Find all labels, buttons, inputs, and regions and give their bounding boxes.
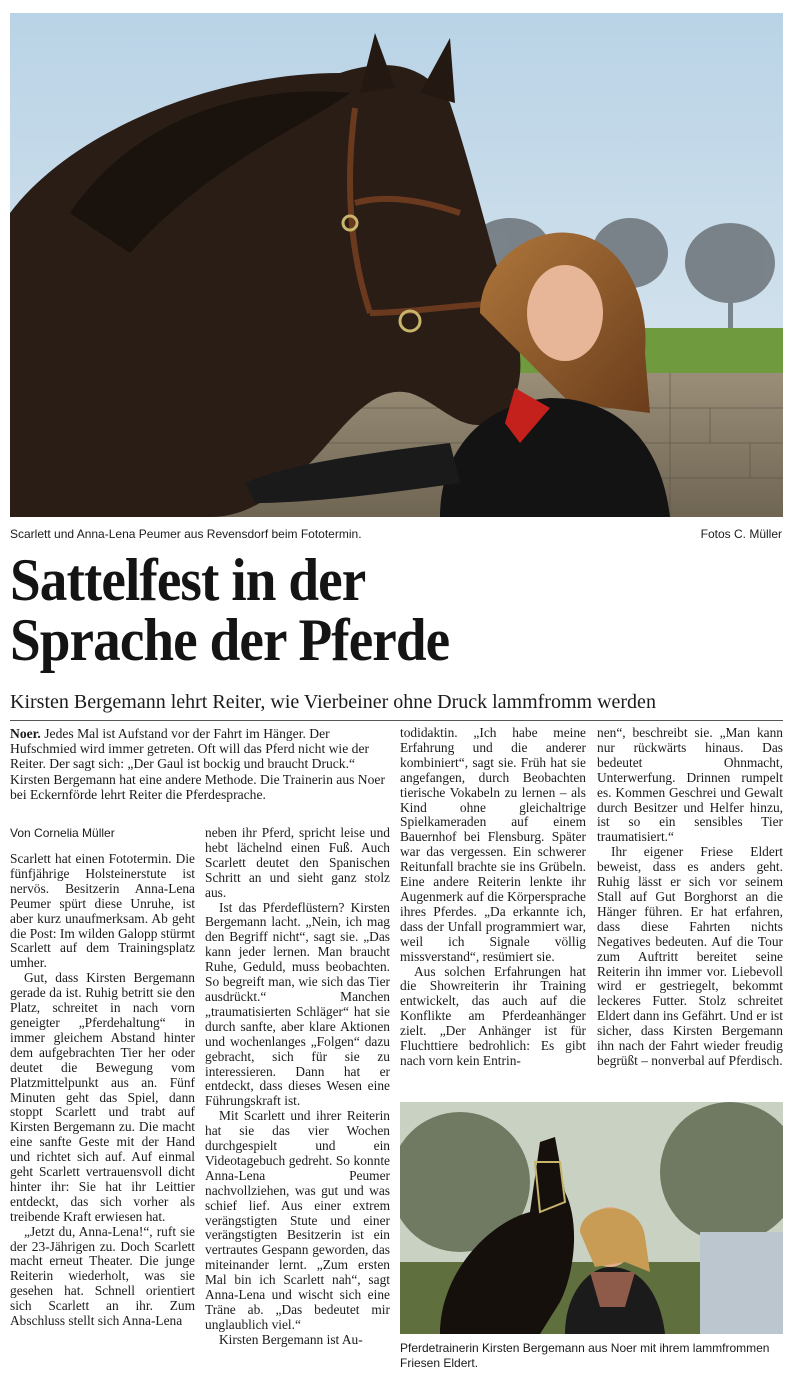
article-column-3 [400, 726, 586, 1069]
paragraph: „Jetzt du, Anna-Lena!“, ruft sie der 23-Jährigen zu. Doch Scarlett macht erneut Theater. Die junge Reiterin wiederholt, was sie gesehen hat. Schnell orientiert sich Scarlett an ihr. Zum Abschluss stellt sich Anna-Lena [10, 1223, 195, 1329]
article-column-1 [10, 852, 195, 1329]
headline-line-1: Sattelfest in der [10, 547, 366, 613]
dateline: Noer. [10, 726, 41, 741]
paragraph: nen“, beschreibt sie. „Man kann nur rückwärts hinaus. Das bedeutet Ohnmacht, Unterwerfung. Drinnen rumpelt es. Kommen Geschrei und Gewalt durch Besitzer und Helfer hinzu, ist so ein sensibles Tier traumatisiert.“ [597, 725, 783, 845]
paragraph: neben ihr Pferd, spricht leise und hebt lächelnd einen Fuß. Auch Scarlett deutet den Spanischen Schritt an und sieht ganz stolz aus. [205, 825, 390, 900]
paragraph: todidaktin. „Ich habe meine Erfahrung und die anderer kombiniert“, sagt sie. Früh hat sie angefangen, durch Beobachten tierische Vokabeln zu lernen – als Kind ohne gleichaltrige Spielkameraden auf einem Bauernhof bei Flensburg. Später war das vergessen. Ein schwerer Reitunfall brachte sie ins Grübeln. Eine andere Reiterin lenkte ihr Augenmerk auf die Körpersprache ihres Pferdes. „Da erkannte ich, dass der Unfall programmiert war, weil ich Signale völlig missverstand“, resümiert sie. [400, 725, 586, 964]
paragraph: Scarlett hat einen Fototermin. Die fünfjährige Holsteinerstute ist nervös. Besitzerin Anna-Lena Peumer spürt diese Unruhe, ist aber kurz unaufmerksam. Ab geht die Post: Im wilden Galopp stürmt Scarlett auf dem Trainingsplatz umher. [10, 851, 195, 971]
lead-text: Jedes Mal ist Aufstand vor der Fahrt im Hänger. Der Hufschmied wird immer getreten. Oft will das Pferd nicht wie der Reiter. Der sagt sich: „Der Gaul ist bockig und braucht Druck.“ Kirsten Bergemann hat eine andere Methode. Die Trainerin aus Noer bei Eckernförde lehrt Reiter die Pferdesprache. [10, 726, 385, 802]
horse-and-rider-illustration [10, 13, 783, 517]
paragraph: Kirsten Bergemann ist Au- [219, 1331, 363, 1347]
paragraph: Gut, dass Kirsten Bergemann gerade da ist. Ruhig betritt sie den Platz, schreitet in nach vorn geneigter „Pferdehaltung“ in immer gleichem Abstand hinter dem aufgebrachten Tier her oder deutet die Bewegung vom Platzmittelpunkt aus an. Fünf Minuten geht das Spiel, dann stoppt Scarlett und trabt auf Kirsten Bergemann zu. Die macht eine sanfte Geste mit der Hand und richtet sich auf. Auf einmal geht Scarlett vertrauensvoll dicht hinter ihr: Sie hat ihr Leittier entdeckt, das sich vorher als treibende Kraft erwiesen hat. [10, 970, 195, 1224]
lead-paragraph [10, 726, 390, 802]
headline [10, 547, 780, 673]
paragraph: Mit Scarlett und ihrer Reiterin hat sie das vier Wochen durchgespielt und ein Videotagebuch gedreht. So konnte Anna-Lena Peumer nachvollziehen, was gut und was schief lief. Aus einer extrem verängstigten Stute und einer verängstigten Besitzerin ist ein vertrautes Gespann geworden, das miteinander lernt. „Zum ersten Mal bin ich Scarlett nah“, sagt Anna-Lena und wischt sich eine Träne ab. „Das bedeutet mir unglaublich viel.“ [205, 1108, 390, 1332]
byline: Von Cornelia Müller [10, 826, 115, 840]
paragraph: Aus solchen Erfahrungen hat die Showreiterin ihr Training entwickelt, das auch auf die Konflikte am Pferdeanhänger zielt. „Der Anhänger ist für Fluchttiere bedrohlich: Es gibt nach vorn kein Entrin- [400, 963, 586, 1068]
main-photo-caption: Scarlett und Anna-Lena Peumer aus Revensdorf beim Fototermin. [10, 527, 362, 541]
divider [10, 720, 783, 721]
article-column-2 [205, 826, 390, 1348]
main-photo [10, 13, 783, 517]
article-column-4 [597, 726, 783, 1069]
photo-credit: Fotos C. Müller [700, 527, 782, 541]
trainer-with-horse-illustration [400, 1102, 783, 1334]
subheadline: Kirsten Bergemann lehrt Reiter, wie Vierbeiner ohne Druck lammfromm werden [10, 691, 656, 713]
paragraph: Ist das Pferdeflüstern? Kirsten Bergemann lacht. „Nein, ich mag den Begriff nicht“, sagt sie. „Das kann jeder lernen. Man braucht Ruhe, Geduld, muss beobachten. So begreift man, wie sich das Tier ausdrückt.“ Manchen „traumatisierten Schläger“ hat sie durch sanfte, aber klare Aktionen und wochenlanges „Folgen“ dazu gebracht, sich für sie zu interessieren. Dann hat er entdeckt, dass dieses Wesen eine Führungskraft ist. [205, 899, 390, 1109]
headline-line-2: Sprache der Pferde [10, 607, 450, 673]
secondary-photo [400, 1102, 783, 1334]
paragraph: Ihr eigener Friese Eldert beweist, dass es anders geht. Ruhig lässt er sich vor seinem Stall auf Gut Borghorst an die Hänger führen. Er hat erfahren, dass diese Fahrten nichts Negatives bedeuten. Auf die Tour zum Auftritt bereitet seine Reiterin ihn immer vor. Liebevoll wird er gestriegelt, bekommt leckeres Futter. Stolz schreitet Eldert dann ins Gefährt. Und er ist sicher, dass Kirsten Bergemann ihn nach der Fahrt wieder freudig begrüßt – nonverbal auf Pferdisch. [597, 844, 783, 1068]
secondary-photo-caption: Pferdetrainerin Kirsten Bergemann aus Noer mit ihrem lammfrommen Friesen Eldert. [400, 1341, 770, 1370]
